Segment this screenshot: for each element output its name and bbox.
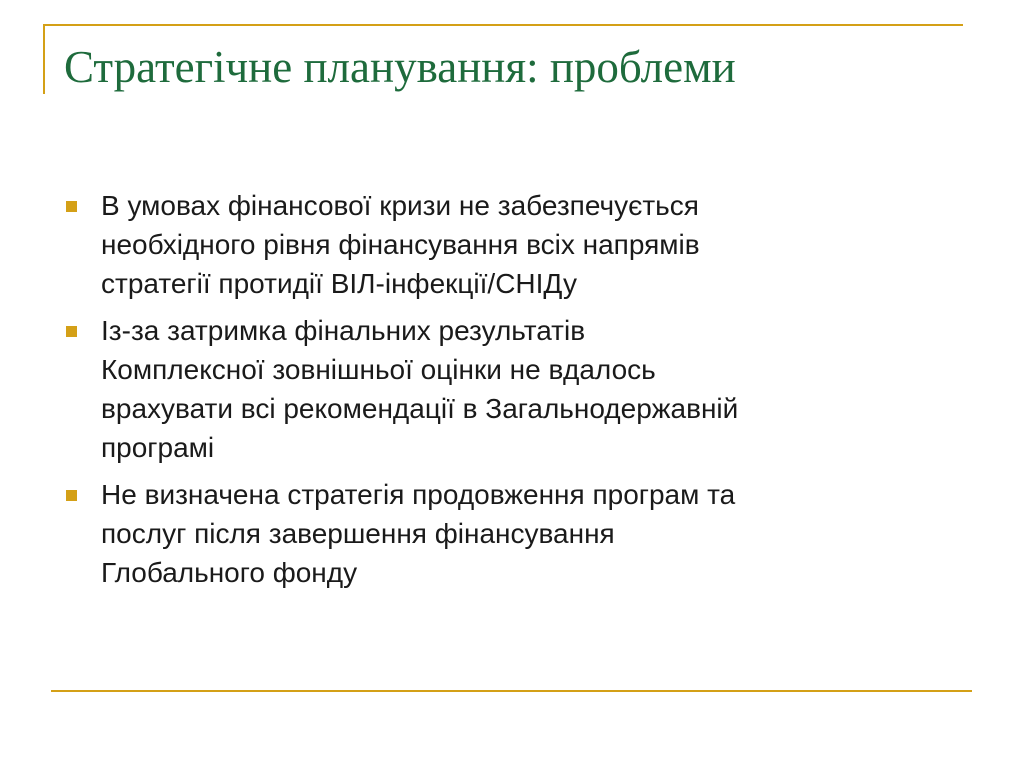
square-bullet-icon bbox=[66, 490, 77, 501]
bullet-line: В умовах фінансової кризи не забезпечується bbox=[101, 190, 699, 221]
square-bullet-icon bbox=[66, 201, 77, 212]
bullet-list bbox=[66, 186, 966, 600]
bullet-line: врахувати всі рекомендації в Загальнодержавній bbox=[101, 393, 739, 424]
bullet-line: Із-за затримка фінальних результатів bbox=[101, 315, 586, 346]
square-bullet-icon bbox=[66, 326, 77, 337]
left-accent-line bbox=[43, 24, 45, 94]
bullet-line: Не визначена стратегія продовження програм та bbox=[101, 479, 736, 510]
bullet-line: необхідного рівня фінансування всіх напрямів bbox=[101, 229, 700, 260]
bullet-line: стратегії протидії ВІЛ-інфекції/СНІДу bbox=[101, 268, 578, 299]
slide-title: Стратегічне планування: проблеми bbox=[64, 42, 736, 92]
bullet-line: Глобального фонду bbox=[101, 557, 358, 588]
bullet-item-2 bbox=[66, 311, 966, 467]
top-accent-line bbox=[43, 24, 963, 26]
bullet-line: послуг після завершення фінансування bbox=[101, 518, 615, 549]
bullet-line: програмі bbox=[101, 432, 215, 463]
bullet-line: Комплексної зовнішньої оцінки не вдалось bbox=[101, 354, 656, 385]
bullet-item-1 bbox=[66, 186, 966, 303]
bottom-accent-line bbox=[51, 690, 972, 692]
bullet-item-3 bbox=[66, 475, 966, 592]
